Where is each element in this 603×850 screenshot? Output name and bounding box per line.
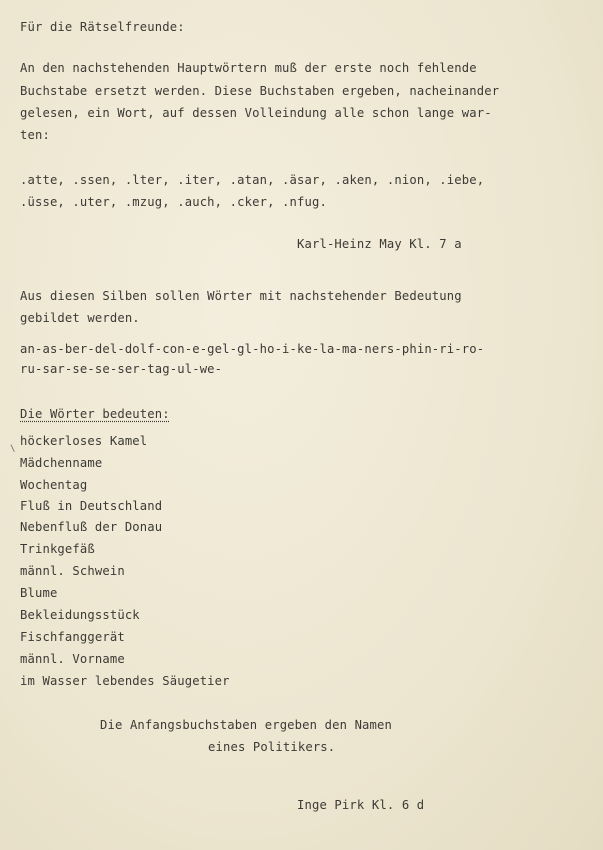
intro-line: Buchstabe ersetzt werden. Diese Buchstaben ergeben, nacheinander xyxy=(20,84,500,98)
author-signature: Karl-Heinz May Kl. 7 a xyxy=(297,237,462,251)
intro-line: An den nachstehenden Hauptwörtern muß der erste noch fehlende xyxy=(20,61,477,75)
meaning-item: Nebenfluß der Donau xyxy=(20,520,163,534)
hint-line: Die Anfangsbuchstaben ergeben den Namen xyxy=(100,718,393,732)
syllable-line: ru-sar-se-se-ser-tag-ul-we- xyxy=(20,362,223,376)
meaning-item: höckerloses Kamel xyxy=(20,434,148,448)
syllable-line: an-as-ber-del-dolf-con-e-gel-gl-ho-i-ke-la-ma-ners-phin-ri-ro- xyxy=(20,342,485,356)
meaning-item: männl. Schwein xyxy=(20,564,125,578)
meaning-item: männl. Vorname xyxy=(20,652,125,666)
meaning-item: Fluß in Deutschland xyxy=(20,499,163,513)
meaning-item: Trinkgefäß xyxy=(20,542,95,556)
intro-line: gebildet werden. xyxy=(20,311,140,325)
puzzle-heading: Für die Rätselfreunde: xyxy=(20,20,185,34)
meaning-item: im Wasser lebendes Säugetier xyxy=(20,674,230,688)
intro-line: Aus diesen Silben sollen Wörter mit nachstehender Bedeutung xyxy=(20,289,462,303)
hint-line: eines Politikers. xyxy=(208,740,336,754)
pen-mark: \ xyxy=(10,444,16,454)
word-list-line: .üsse, .uter, .mzug, .auch, .cker, .nfug. xyxy=(20,195,327,209)
word-list-line: .atte, .ssen, .lter, .iter, .atan, .äsar, .aken, .nion, .iebe, xyxy=(20,173,485,187)
meaning-item: Fischfanggerät xyxy=(20,630,125,644)
meaning-item: Mädchenname xyxy=(20,456,103,470)
meanings-heading: Die Wörter bedeuten: xyxy=(20,407,170,421)
meaning-item: Blume xyxy=(20,586,58,600)
intro-line: gelesen, ein Wort, auf dessen Volleindung alle schon lange war- xyxy=(20,106,492,120)
meaning-item: Bekleidungsstück xyxy=(20,608,140,622)
intro-line: ten: xyxy=(20,128,50,142)
meaning-item: Wochentag xyxy=(20,478,88,492)
author-signature: Inge Pirk Kl. 6 d xyxy=(297,798,425,812)
